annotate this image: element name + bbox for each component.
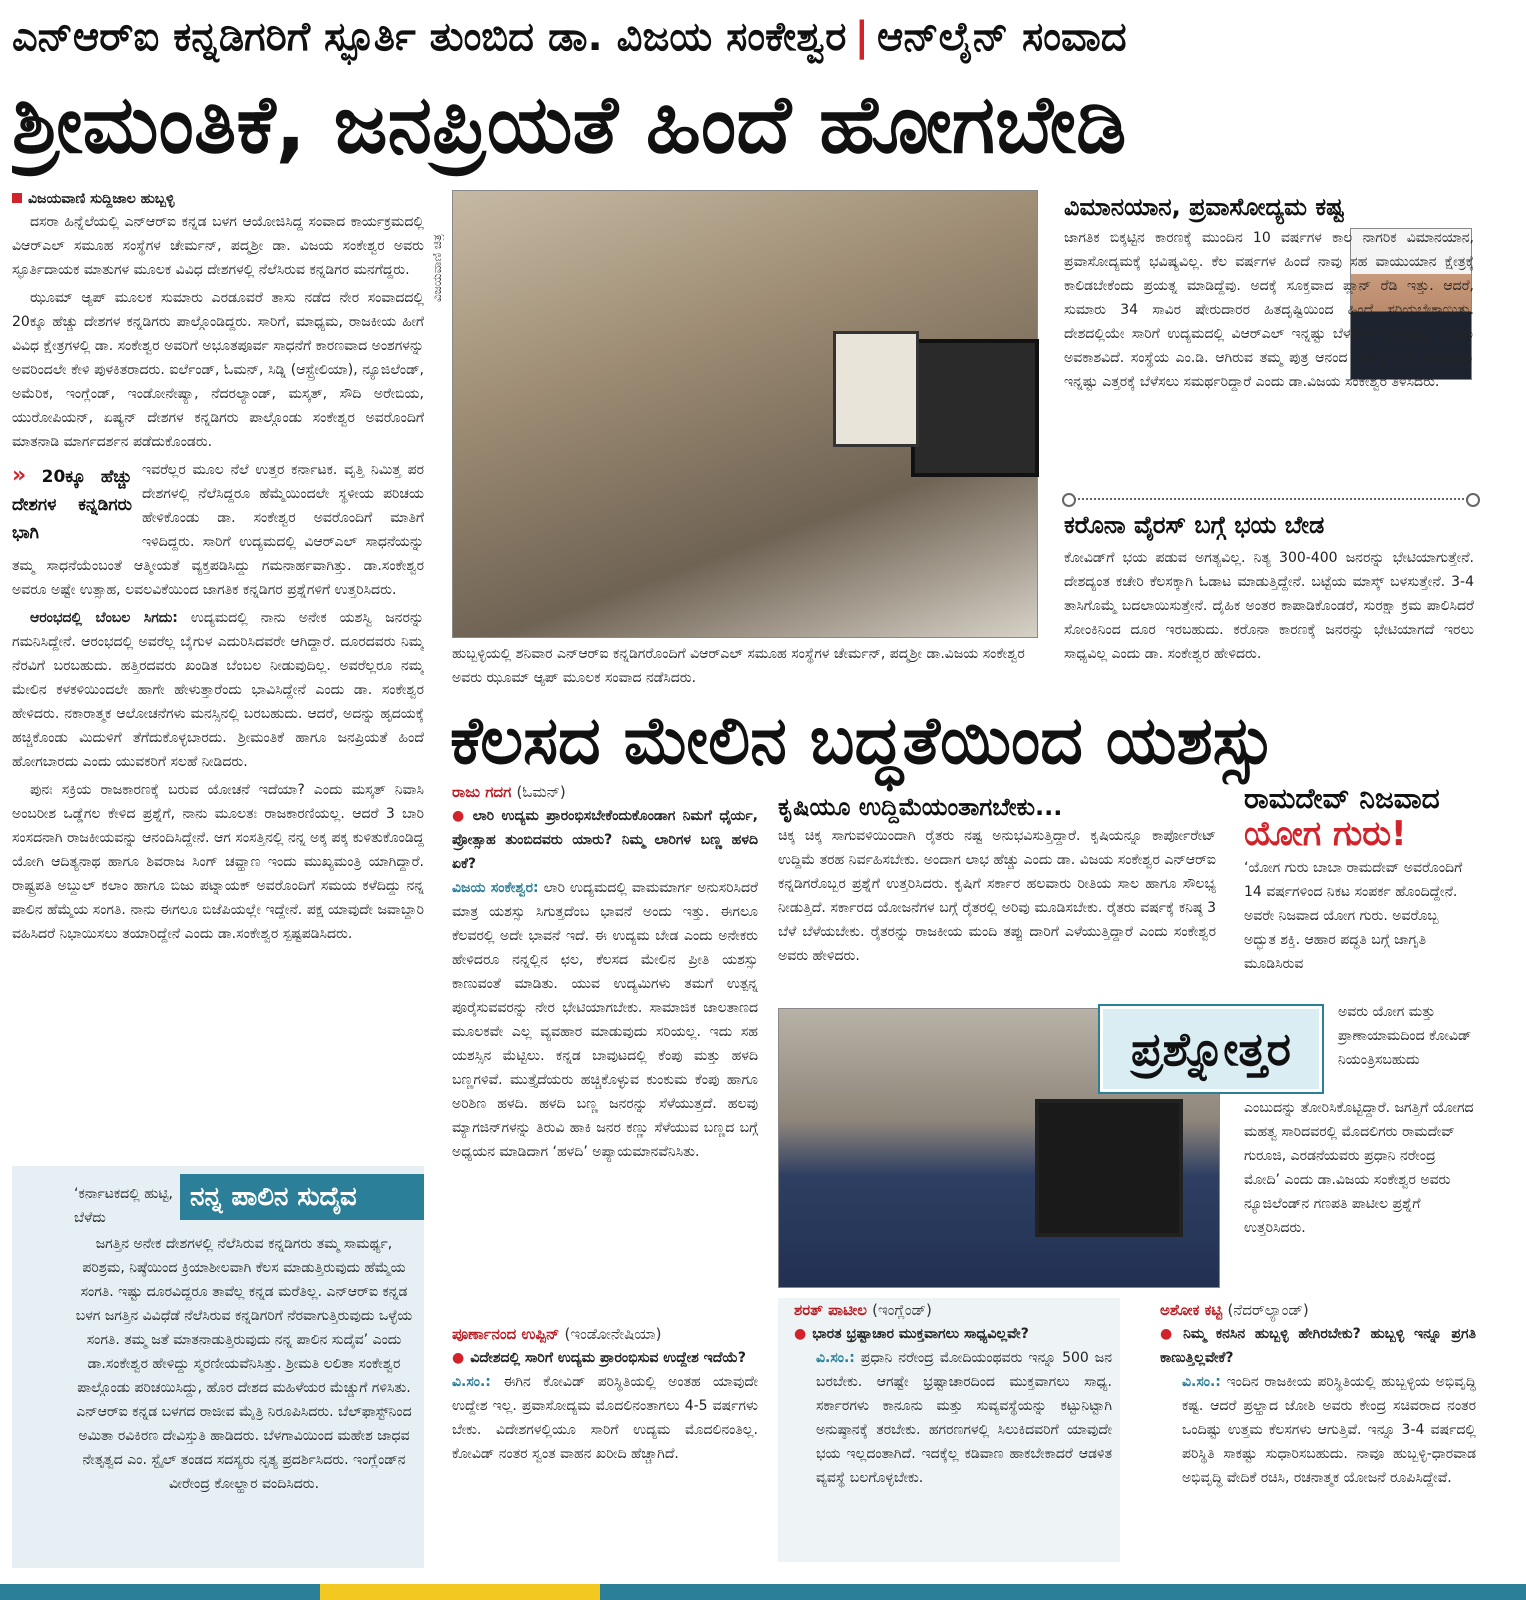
pull-quote: » 20ಕ್ಕೂ ಹೆಚ್ಚು ದೇಶಗಳ ಕನ್ನಡಿಗರು ಭಾಗಿ <box>12 463 132 543</box>
sidebox-body: ಜಗತ್ತಿನ ಅನೇಕ ದೇಶಗಳಲ್ಲಿ ನೆಲೆಸಿರುವ ಕನ್ನಡಿಗರು ತಮ್ಮ ಸಾಮರ್ಥ್ಯ, ಪರಿಶ್ರಮ, ನಿಷ್ಠೆಯಿಂದ ಕ್ರಿಯಾಶೀಲವಾಗಿ ಕೆಲಸ ಮಾಡುತ್ತಿರುವುದು ಹೆಮ್ಮೆಯ ಸಂಗತಿ. ಇಷ್ಟು ದೂರವಿದ್ದರೂ ತಾವೆಲ್ಲ ಕನ್ನಡ ಮರೆತಿಲ್ಲ. ಎನ್‌ಆರ್‌ಐ ಕನ್ನಡ ಬಳಗ ಜಗತ್ತಿನ ವಿವಿಧೆಡೆ ನೆಲೆಸಿರುವ ಕನ್ನಡಿಗರಿಗೆ ನೆರವಾಗುತ್ತಿರುವುದು ಒಳ್ಳೆಯ ಸಂಗತಿ. ತಮ್ಮ ಜತೆ ಮಾತನಾಡುತ್ತಿರುವುದು ನನ್ನ ಪಾಲಿನ ಸುದೈವ’ ಎಂದು ಡಾ.ಸಂಕೇಶ್ವರ ಹೇಳಿದ್ದು ಸ್ಮರಣೀಯವೆನಿಸಿತ್ತು. ಶ್ರೀಮತಿ ಲಲಿತಾ ಸಂಕೇಶ್ವರ ಪಾಲ್ಗೊಂಡು ಪರಿಚಯಿಸಿದ್ದು, ಹೊರ ದೇಶದ ಮಹಿಳೆಯರ ಮೆಚ್ಚುಗೆ ಗಳಿಸಿತು. ಎನ್‌ಆರ್‌ಐ ಕನ್ನಡ ಬಳಗದ ರಾಜೀವ ಮೈತ್ರಿ ನಿರೂಪಿಸಿದರು. ಬೆಲ್‌ಫಾಸ್ಟ್‌ನಿಂದ ಅಮಿತಾ ರವಿಕಿರಣ ದೇವಿಸ್ತುತಿ ಹಾಡಿದರು. ಬೆಳಗಾವಿಯಿಂದ ಮಹೇಶ ಜಾಧವ ನೇತೃತ್ವದ ಎಂ. ಸ್ಟೈಲ್ ತಂಡದ ಸದಸ್ಯರು ನೃತ್ಯ ಪ್ರದರ್ಶಿಸಿದರು. ಇಂಗ್ಲೆಂಡ್‌ನ ವೀರೇಂದ್ರ ಕೋಲ್ಹಾರ ವಂದಿಸಿದರು. <box>75 1236 413 1492</box>
sidebox-fortune <box>12 1166 424 1568</box>
yoga-body-2: ಅವರು ಯೋಗ ಮತ್ತು ಪ್ರಾಣಾಯಾಮದಿಂದ ಕೋವಿಡ್ ನಿಯಂತ್ರಿಸಬಹುದು <box>1338 1004 1472 1068</box>
byline: ವಿಜಯವಾಣಿ ಸುದ್ದಿಜಾಲ ಹುಬ್ಬಳ್ಳಿ <box>12 188 424 210</box>
qa-asker-name: ಅಶೋಕ ಕಟ್ಟಿ (ನೆದರ್‌ಲ್ಯಾಂಡ್) <box>1160 1301 1309 1319</box>
qa-ashok <box>1160 1298 1476 1562</box>
qa-answer: ವಿ.ಸಂ.: ಈಗಿನ ಕೋವಿಡ್ ಪರಿಸ್ಥಿತಿಯಲ್ಲಿ ಅಂತಹ ಯಾವುದೇ ಉದ್ದೇಶ ಇಲ್ಲ. ಪ್ರವಾಸೋದ್ಯಮ ಮೊದಲಿನಂತಾಗಲು 4-5 ವರ್ಷಗಳು ಬೇಕು. ವಿದೇಶಗಳಲ್ಲಿಯೂ ಸಾರಿಗೆ ಉದ್ಯಮ ಮೊದಲಿನಂತಿಲ್ಲ. ಕೋವಿಡ್ ನಂತರ ಸ್ವಂತ ವಾಹನ ಖರೀದಿ ಹೆಚ್ಚಾಗಿದೆ. <box>452 1374 758 1462</box>
kicker-left: ಎನ್‌ಆರ್‌ಐ ಕನ್ನಡಿಗರಿಗೆ ಸ್ಫೂರ್ತಿ ತುಂಬಿದ ಡಾ. ವಿಜಯ ಸಂಕೇಶ್ವರ <box>12 14 847 60</box>
yoga-body-3: ಎಂಬುದನ್ನು ತೋರಿಸಿಕೊಟ್ಟಿದ್ದಾರೆ. ಜಗತ್ತಿಗೆ ಯೋಗದ ಮಹತ್ವ ಸಾರಿದವರಲ್ಲಿ ಮೊದಲಿಗರು ರಾಮದೇವ್ ಗುರೂಜಿ, ಎರಡನೆಯವರು ಪ್ರಧಾನಿ ನರೇಂದ್ರ ಮೋದಿ’ ಎಂದು ಡಾ.ವಿಜಯ ಸಂಕೇಶ್ವರ ಅವರು ನ್ಯೂಜಿಲೆಂಡ್‌ನ ಗಣಪತಿ ಪಾಟೀಲ ಪ್ರಶ್ನೆಗೆ ಉತ್ತರಿಸಿದರು. <box>1244 1100 1474 1236</box>
sidebox-title: ನನ್ನ ಪಾಲಿನ ಸುದೈವ <box>180 1174 424 1220</box>
qa-question: ● ಭಾರತ ಭ್ರಷ್ಟಾಚಾರ ಮುಕ್ತವಾಗಲು ಸಾಧ್ಯವಿಲ್ಲವೇ? <box>794 1326 1029 1342</box>
aviation-body <box>1064 226 1474 490</box>
qa-question: ● ನಿಮ್ಮ ಕನಸಿನ ಹುಬ್ಬಳ್ಳಿ ಹೇಗಿರಬೇಕು? ಹುಬ್ಬಳ್ಳಿ ಇನ್ನೂ ಪ್ರಗತಿ ಕಾಣುತ್ತಿಲ್ಲವೇಕೆ? <box>1160 1326 1476 1366</box>
aviation-text: ಜಾಗತಿಕ ಬಿಕ್ಕಟ್ಟಿನ ಕಾರಣಕ್ಕೆ ಮುಂದಿನ 10 ವರ್ಷಗಳ ಕಾಲ ನಾಗರಿಕ ವಿಮಾನಯಾನ, ಪ್ರವಾಸೋದ್ಯಮಕ್ಕೆ ಭವಿಷ್ಯವಿಲ್ಲ. ಕೆಲ ವರ್ಷಗಳ ಹಿಂದೆ ನಾವು ಸಹ ವಾಯುಯಾನ ಕ್ಷೇತ್ರಕ್ಕೆ ಕಾಲಿಡಬೇಕೆಂದು ಪ್ರಯತ್ನ ಮಾಡಿದ್ದೆವು. ಅದಕ್ಕೆ ಸೂಕ್ತವಾದ ಪ್ಲಾನ್ ರೆಡಿ ಇತ್ತು. ಆದರೆ, ಸುಮಾರು 34 ಸಾವಿರ ಷೇರುದಾರರ ಹಿತದೃಷ್ಟಿಯಿಂದ ಹಿಂದೆ ಸರಿಯಬೇಕಾಯಿತು. ದೇಶದಲ್ಲಿಯೇ ಸಾರಿಗೆ ಉದ್ಯಮದಲ್ಲಿ ವಿಆರ್‌ಎಲ್ ಇನ್ನಷ್ಟು ಬೆಳವಣಿಗೆ ಹೊಂದಲು ಸಾಕಷ್ಟು ಅವಕಾಶವಿದೆ. ಸಂಸ್ಥೆಯ ಎಂ.ಡಿ. ಆಗಿರುವ ತಮ್ಮ ಪುತ್ರ ಆನಂದ ಸಂಕೇಶ್ವರ ಈ ಸಂಸ್ಥೆಯನ್ನು ಇನ್ನಷ್ಟು ಎತ್ತರಕ್ಕೆ ಬೆಳೆಸಲು ಸಮರ್ಥರಿದ್ದಾರೆ ಎಂದು ಡಾ.ವಿಜಯ ಸಂಕೇಶ್ವರ ತಿಳಿಸಿದರು. <box>1064 230 1474 390</box>
bullet-icon: ● <box>452 808 467 824</box>
qa-answer: ವಿಜಯ ಸಂಕೇಶ್ವರ: ಲಾರಿ ಉದ್ಯಮದಲ್ಲಿ ವಾಮಮಾರ್ಗ ಅನುಸರಿಸಿದರೆ ಮಾತ್ರ ಯಶಸ್ಸು ಸಿಗುತ್ತದೆಂಬ ಭಾವನೆ ಅಂದು ಇತ್ತು. ಈಗಲೂ ಕೆಲವರಲ್ಲಿ ಅದೇ ಭಾವನೆ ಇದೆ. ಈ ಉದ್ಯಮ ಬೇಡ ಎಂದು ಅನೇಕರು ಹೇಳಿದರೂ ನನ್ನಲ್ಲಿನ ಛಲ, ಕೆಲಸದ ಮೇಲಿನ ಪ್ರೀತಿ ಯಶಸ್ಸು ಕಾಣುವಂತೆ ಮಾಡಿತು. ಯುವ ಉದ್ಯಮಿಗಳು ತಮಗೆ ಉತ್ಪನ್ನ ಪೂರೈಸುವವರನ್ನು ನೇರ ಭೇಟಿಯಾಗಬೇಕು. ಸಾಮಾಜಿಕ ಜಾಲತಾಣದ ಮೂಲಕವೇ ಎಲ್ಲ ವ್ಯವಹಾರ ಮಾಡುವುದು ಸರಿಯಲ್ಲ. ಇದು ಸಹ ಯಶಸ್ಸಿನ ಮೆಟ್ಟಿಲು. ಕನ್ನಡ ಬಾವುಟದಲ್ಲಿ ಕೆಂಪು ಮತ್ತು ಹಳದಿ ಬಣ್ಣಗಳಿವೆ. ಮುತ್ತೈದೆಯರು ಹಚ್ಚಿಕೊಳ್ಳುವ ಕುಂಕುಮ ಕೆಂಪು ಹಾಗೂ ಅರಿಶಿಣ ಹಳದಿ. ಹಳದಿ ಬಣ್ಣ ಜನರನ್ನು ಸೆಳೆಯುತ್ತದೆ. ಹಲವು ಮ್ಯಾಗಜಿನ್‌ಗಳನ್ನು ತಿರುವಿ ಹಾಕಿ ಜನರ ಕಣ್ಣು ಸೆಳೆಯುವ ಬಣ್ಣದ ಬಗ್ಗೆ ಅಧ್ಯಯನ ಮಾಡಿದಾಗ ‘ಹಳದಿ’ ಅಪ್ಯಾಯಮಾನವೆನಿಸಿತು. <box>452 880 758 1160</box>
article-paragraph-4: ಆರಂಭದಲ್ಲಿ ಬೆಂಬಲ ಸಿಗದು: ಉದ್ಯಮದಲ್ಲಿ ನಾನು ಅನೇಕ ಯಶಸ್ವಿ ಜನರನ್ನು ಗಮನಿಸಿದ್ದೇನೆ. ಆರಂಭದಲ್ಲಿ ಅವರೆಲ್ಲ ಬೈಗುಳ ಎದುರಿಸಿದವರೇ ಆಗಿದ್ದಾರೆ. ದೂರದವರು ನಿಮ್ಮ ನೆರವಿಗೆ ಬರಬಹುದು. ಹತ್ತಿರದವರು ಖಂಡಿತ ಬೆಂಬಲ ನೀಡುವುದಿಲ್ಲ. ಅವರೆಲ್ಲರೂ ನಮ್ಮ ಮೇಲಿನ ಕಳಕಳಿಯಿಂದಲೇ ಹಾಗೇ ಹೇಳುತ್ತಾರೆಂದು ಭಾವಿಸಿದ್ದೇನೆ ಎಂದು ಡಾ. ಸಂಕೇಶ್ವರ ಹೇಳಿದರು. ನಕಾರಾತ್ಮಕ ಆಲೋಚನೆಗಳು ಮನಸ್ಸಿನಲ್ಲಿ ಬರಬಹುದು. ಆದರೆ, ಅದನ್ನು ಹೃದಯಕ್ಕೆ ಹಚ್ಚಿಕೊಂಡು ಮಿದುಳಿಗೆ ತೆಗೆದುಕೊಳ್ಳಬಾರದು. ಶ್ರೀಮಂತಿಕೆ ಹಾಗೂ ಜನಪ್ರಿಯತೆ ಹಿಂದೆ ಹೋಗಬಾರದು ಎಂದು ಯುವಕರಿಗೆ ಸಲಹೆ ನೀಡಿದರು. <box>12 610 424 770</box>
monitor-screen <box>1035 1099 1183 1237</box>
qa-answer: ವಿ.ಸಂ.: ಪ್ರಧಾನಿ ನರೇಂದ್ರ ಮೋದಿಯಂಥವರು ಇನ್ನೂ 500 ಜನ ಬರಬೇಕು. ಆಗಷ್ಟೇ ಭ್ರಷ್ಟಾಚಾರದಿಂದ ಮುಕ್ತವಾಗಲು ಸಾಧ್ಯ. ಸರ್ಕಾರಗಳು ಕಾನೂನು ಮತ್ತು ಸುವ್ಯವಸ್ಥೆಯನ್ನು ಕಟ್ಟುನಿಟ್ಟಾಗಿ ಅನುಷ್ಠಾನಕ್ಕೆ ತರಬೇಕು. ಹಗರಣಗಳಲ್ಲಿ ಸಿಲುಕಿದವರಿಗೆ ಯಾವುದೇ ಭಯ ಇಲ್ಲದಂತಾಗಿದೆ. ಇದಕ್ಕೆಲ್ಲ ಕಡಿವಾಣ ಹಾಕಬೇಕಾದರೆ ಆಡಳಿತ ವ್ಯವಸ್ಥೆ ಬಲಗೊಳ್ಳಬೇಕು. <box>816 1350 1112 1486</box>
divider-dot-left-icon <box>1062 493 1076 507</box>
qa-raju <box>452 780 758 1314</box>
main-photo <box>452 190 1038 638</box>
corona-body: ಕೋವಿಡ್‌ಗೆ ಭಯ ಪಡುವ ಅಗತ್ಯವಿಲ್ಲ. ನಿತ್ಯ 300-400 ಜನರನ್ನು ಭೇಟಿಯಾಗುತ್ತೇನೆ. ದೇಶದ್ಯಂತ ಕಚೇರಿ ಕೆಲಸಕ್ಕಾಗಿ ಓಡಾಟ ಮಾಡುತ್ತಿದ್ದೇನೆ. ಬಟ್ಟೆಯ ಮಾಸ್ಕ್ ಬಳಸುತ್ತೇನೆ. 3-4 ತಾಸಿಗೊಮ್ಮೆ ಬದಲಾಯಿಸುತ್ತೇನೆ. ದೈಹಿಕ ಅಂತರ ಕಾಪಾಡಿಕೊಂಡರೆ, ಸುರಕ್ಷಾ ಕ್ರಮ ಪಾಲಿಸಿದರೆ ಸೋಂಕಿನಿಂದ ದೂರ ಇರಬಹುದು. ಕರೊನಾ ಕಾರಣಕ್ಕೆ ಜನರನ್ನು ಭೇಟಿಯಾಗದೆ ಇರಲು ಸಾಧ್ಯವಿಲ್ಲ ಎಂದು ಡಾ. ಸಂಕೇಶ್ವರ ಹೇಳಿದರು. <box>1064 550 1474 662</box>
article-paragraph-3: ಇವರೆಲ್ಲರ ಮೂಲ ನೆಲೆ ಉತ್ತರ ಕರ್ನಾಟಕ. ವೃತ್ತಿ ನಿಮಿತ್ತ ಪರ ದೇಶಗಳಲ್ಲಿ ನೆಲೆಸಿದ್ದರೂ ಹೆಮ್ಮೆಯಿಂದಲೇ ಸ್ಥಳೀಯ ಪರಿಚಯ ಹೇಳಿಕೊಂಡು ಡಾ. ಸಂಕೇಶ್ವರ ಅವರೊಂದಿಗೆ ಮಾತಿಗೆ ಇಳಿದಿದ್ದರು. ಸಾರಿಗೆ ಉದ್ಯಮದಲ್ಲಿ ವಿಆರ್‌ಎಲ್ ಸಾಧನೆಯನ್ನು ತಮ್ಮ ಸಾಧನೆಯೆಂಬಂತೆ ಆತ್ಮೀಯತೆ ವ್ಯಕ್ತಪಡಿಸಿದ್ದು ಗಮನಾರ್ಹವಾಗಿತ್ತು. ಡಾ.ಸಂಕೇಶ್ವರ ಅವರೂ ಅಷ್ಟೇ ಉತ್ಸಾಹ, ಲವಲವಿಕೆಯಿಂದ ಜಾಗತಿಕ ಕನ್ನಡಿಗರ ಪ್ರಶ್ನೆಗಳಿಗೆ ಉತ್ತರಿಸಿದರು. <box>12 462 424 598</box>
qa-asker-name: ಶರತ್ ಪಾಟೀಲ (ಇಂಗ್ಲೆಂಡ್) <box>794 1301 932 1319</box>
bullet-icon: ● <box>452 1350 465 1366</box>
kicker-line <box>12 6 1512 68</box>
bottom-accent <box>320 1584 600 1600</box>
bullet-icon: ● <box>1160 1326 1178 1342</box>
article-paragraph-5: ಪುನಃ ಸಕ್ರಿಯ ರಾಜಕಾರಣಕ್ಕೆ ಬರುವ ಯೋಚನೆ ಇದೆಯಾ? ಎಂದು ಮಸ್ಕತ್ ನಿವಾಸಿ ಅಂಬರೀಶ ಒಡ್ಡೆಗಲ ಕೇಳಿದ ಪ್ರಶ್ನೆಗೆ, ನಾನು ಮೂಲತಃ ರಾಜಕಾರಣಿಯಲ್ಲ. ಆದರೆ 3 ಬಾರಿ ಸಂಸದನಾಗಿ ರಾಜಕೀಯವನ್ನು ಆನಂದಿಸಿದ್ದೇನೆ. ಆಗ ಸಂಸತ್ತಿನಲ್ಲಿ ನನ್ನ ಅಕ್ಕ ಪಕ್ಕ ಕುಳಿತುಕೊಂಡಿದ್ದ ಯೋಗಿ ಆದಿತ್ಯನಾಥ ಹಾಗೂ ಶಿವರಾಜ ಸಿಂಗ್ ಚವ್ಹಾಣ ಇಂದು ಮುಖ್ಯಮಂತ್ರಿ ಯಾಗಿದ್ದಾರೆ. ರಾಷ್ಟ್ರಪತಿ ಅಬ್ದುಲ್ ಕಲಾಂ ಹಾಗೂ ಬಿಜು ಪಟ್ನಾಯಕ್ ಅವರೊಂದಿಗೆ ಸಮಯ ಕಳೆದಿದ್ದು ನನ್ನ ಪಾಲಿನ ಹೆಮ್ಮೆಯ ಸಂಗತಿ. ನಾನು ಈಗಲೂ ಬಿಜೆಪಿಯಲ್ಲೇ ಇದ್ದೇನೆ. ಪಕ್ಷ ಯಾವುದೇ ಜವಾಬ್ದಾರಿ ವಹಿಸಿದರೆ ನಿಭಾಯಿಸಲು ತಯಾರಿದ್ದೇನೆ ಎಂದು ಡಾ.ಸಂಕೇಶ್ವರ ಸ್ಪಷ್ಟಪಡಿಸಿದರು. <box>12 782 424 942</box>
bullet-icon: ● <box>794 1326 807 1342</box>
main-headline: ಶ್ರೀಮಂತಿಕೆ, ಜನಪ್ರಿಯತೆ ಹಿಂದೆ ಹೋಗಬೇಡಿ <box>12 78 1127 171</box>
yoga-title-red: ಯೋಗ ಗುರು! <box>1244 814 1407 854</box>
kicker-separator: | <box>854 14 870 60</box>
monitor-screen <box>911 339 1039 477</box>
qa-question: ● ಲಾರಿ ಉದ್ಯಮ ಪ್ರಾರಂಭಿಸಬೇಕೆಂದುಕೊಂಡಾಗ ನಿಮಗೆ ಧೈರ್ಯ, ಪ್ರೋತ್ಸಾಹ ತುಂಬಿದವರು ಯಾರು? ನಿಮ್ಮ ಲಾರಿಗಳ ಬಣ್ಣ ಹಳದಿ ಏಕೆ? <box>452 808 758 872</box>
kicker-right: ಆನ್‌ಲೈನ್ ಸಂವಾದ <box>877 14 1127 60</box>
section-headline: ಕೆಲಸದ ಮೇಲಿನ ಬದ್ಧತೆಯಿಂದ ಯಶಸ್ಸು <box>450 702 1276 779</box>
corona-heading: ಕರೊನಾ ವೈರಸ್ ಬಗ್ಗೆ ಭಯ ಬೇಡ <box>1064 511 1325 539</box>
quote-arrow-icon: » <box>12 463 27 488</box>
byline-marker-icon <box>12 193 22 203</box>
qa-question: ● ವಿದೇಶದಲ್ಲಿ ಸಾರಿಗೆ ಉದ್ಯಮ ಪ್ರಾರಂಭಿಸುವ ಉದ್ದೇಶ ಇದೆಯೆ? <box>452 1350 747 1366</box>
agri-heading: ಕೃಷಿಯೂ ಉದ್ದಿಮೆಯಂತಾಗಬೇಕು... <box>778 793 1063 821</box>
yoga-body-1: ‘ಯೋಗ ಗುರು ಬಾಬಾ ರಾಮದೇವ್ ಅವರೊಂದಿಗೆ 14 ವರ್ಷಗಳಿಂದ ನಿಕಟ ಸಂಪರ್ಕ ಹೊಂದಿದ್ದೇನೆ. ಅವರೇ ನಿಜವಾದ ಯೋಗ ಗುರು. ಅವರೊಬ್ಬ ಅದ್ಭುತ ಶಕ್ತಿ. ಆಹಾರ ಪದ್ಧತಿ ಬಗ್ಗೆ ಜಾಗೃತಿ ಮೂಡಿಸಿರುವ <box>1244 860 1463 972</box>
qa-poornananda <box>452 1322 758 1562</box>
divider-dot-right-icon <box>1466 493 1480 507</box>
article-paragraph-1: ದಸರಾ ಹಿನ್ನೆಲೆಯಲ್ಲಿ ಎನ್‌ಆರ್‌ಐ ಕನ್ನಡ ಬಳಗ ಆಯೋಜಿಸಿದ್ದ ಸಂವಾದ ಕಾರ್ಯಕ್ರಮದಲ್ಲಿ ವಿಆರ್‌ಎಲ್ ಸಮೂಹ ಸಂಸ್ಥೆಗಳ ಚೇರ್ಮನ್, ಪದ್ಮಶ್ರೀ ಡಾ. ವಿಜಯ ಸಂಕೇಶ್ವರ ಅವರು ಸ್ಫೂರ್ತಿದಾಯಕ ಮಾತುಗಳ ಮೂಲಕ ವಿವಿಧ ದೇಶಗಳಲ್ಲಿ ನೆಲೆಸಿರುವ ಕನ್ನಡಿಗರ ಮನಗೆದ್ದರು. <box>12 214 424 278</box>
bottom-color-bar <box>0 1584 1526 1600</box>
main-photo-caption: ಹುಬ್ಬಳ್ಳಿಯಲ್ಲಿ ಶನಿವಾರ ಎನ್‌ಆರ್‌ಐ ಕನ್ನಡಿಗರೊಂದಿಗೆ ವಿಆರ್‌ಎಲ್ ಸಮೂಹ ಸಂಸ್ಥೆಗಳ ಚೇರ್ಮನ್, ಪದ್ಮಶ್ರೀ ಡಾ.ವಿಜಯ ಸಂಕೇಶ್ವರ ಅವರು ಝೂಮ್ ಆ್ಯಪ್ ಮೂಲಕ ಸಂವಾದ ನಡೆಸಿದರು. <box>452 646 1025 686</box>
qa-answer: ವಿ.ಸಂ.: ಇಂದಿನ ರಾಜಕೀಯ ಪರಿಸ್ಥಿತಿಯಲ್ಲಿ ಹುಬ್ಬಳ್ಳಿಯ ಅಭಿವೃದ್ಧಿ ಕಷ್ಟ. ಆದರೆ ಪ್ರಲ್ಹಾದ ಜೋಶಿ ಅವರು ಕೇಂದ್ರ ಸಚಿವರಾದ ನಂತರ ಒಂದಿಷ್ಟು ಉತ್ತಮ ಕೆಲಸಗಳು ಆಗುತ್ತಿವೆ. ಇನ್ನೂ 3-4 ವರ್ಷದಲ್ಲಿ ಪರಿಸ್ಥಿತಿ ಸಾಕಷ್ಟು ಸುಧಾರಿಸಬಹುದು. ನಾವೂ ಹುಬ್ಬಳ್ಳಿ-ಧಾರವಾಡ ಅಭಿವೃದ್ಧಿ ವೇದಿಕೆ ರಚಿಸಿ, ರಚನಾತ್ಮಕ ಯೋಜನೆ ರೂಪಿಸಿದ್ದೇವೆ. <box>1182 1374 1476 1486</box>
qa-asker-name: ರಾಜು ಗದಗ (ಓಮನ್) <box>452 783 566 801</box>
section-divider <box>1066 498 1476 500</box>
article-paragraph-2: ಝೂಮ್ ಆ್ಯಪ್ ಮೂಲಕ ಸುಮಾರು ಎರಡೂವರೆ ತಾಸು ನಡೆದ ನೇರ ಸಂವಾದದಲ್ಲಿ 20ಕ್ಕೂ ಹೆಚ್ಚು ದೇಶಗಳ ಕನ್ನಡಿಗರು ಪಾಲ್ಗೊಂಡಿದ್ದರು. ಸಾರಿಗೆ, ಮಾಧ್ಯಮ, ರಾಜಕೀಯ ಹೀಗೆ ವಿವಿಧ ಕ್ಷೇತ್ರಗಳಲ್ಲಿ ಡಾ. ಸಂಕೇಶ್ವರ ಅವರಿಗೆ ಅಭೂತಪೂರ್ವ ಸಾಧನೆಗೆ ಕಾರಣವಾದ ಅಂಶಗಳನ್ನು ಅವರಿಂದಲೇ ಕೇಳಿ ಪುಳಕಿತರಾದರು. ಐರ್ಲೆಂಡ್, ಓಮನ್, ಸಿಡ್ನಿ (ಆಸ್ಟ್ರೇಲಿಯಾ), ನ್ಯೂಜಿಲೆಂಡ್, ಅಮೆರಿಕ, ಇಂಗ್ಲೆಂಡ್, ಇಂಡೋನೇಷ್ಯಾ, ನೆದರಲ್ಯಾಂಡ್, ಮಸ್ಕತ್, ಸೌದಿ ಅರೇಬಿಯ, ಯುರೋಪಿಯನ್, ಏಷ್ಯನ್ ದೇಶಗಳ ಕನ್ನಡಿಗರು ಪಾಲ್ಗೊಂಡು ಸಂಕೇಶ್ವರ ಅವರೊಂದಿಗೆ ಮಾತನಾಡಿ ಮಾರ್ಗದರ್ಶನ ಪಡೆದುಕೊಂಡರು. <box>12 290 424 450</box>
agri-body: ಚಿಕ್ಕ ಚಿಕ್ಕ ಸಾಗುವಳಿಯಿಂದಾಗಿ ರೈತರು ನಷ್ಟ ಅನುಭವಿಸುತ್ತಿದ್ದಾರೆ. ಕೃಷಿಯನ್ನೂ ಕಾರ್ಪೋರೇಟ್ ಉದ್ದಿಮೆ ತರಹ ನಿರ್ವಹಿಸಬೇಕು. ಅಂದಾಗ ಲಾಭ ಹೆಚ್ಚು ಎಂದು ಡಾ. ವಿಜಯ ಸಂಕೇಶ್ವರ ಎನ್‌ಆರ್‌ಐ ಕನ್ನಡಿಗರೊಬ್ಬರ ಪ್ರಶ್ನೆಗೆ ಉತ್ತರಿಸಿದರು. ಕೃಷಿಗೆ ಸರ್ಕಾರ ಹಲವಾರು ರೀತಿಯ ಸಾಲ ಹಾಗೂ ಸೌಲಭ್ಯ ನೀಡುತ್ತಿದೆ. ಸರ್ಕಾರದ ಯೋಜನೆಗಳ ಬಗ್ಗೆ ರೈತರಲ್ಲಿ ಅರಿವು ಮೂಡಿಸಬೇಕು. ರೈತರು ವರ್ಷಕ್ಕೆ ಕನಿಷ್ಠ 3 ಬೆಳೆ ಬೆಳೆಯಬೇಕು. ರೈತರನ್ನು ರಾಜಕೀಯ ಮಂದಿ ತಪ್ಪು ದಾರಿಗೆ ಎಳೆಯುತ್ತಿದ್ದಾರೆ ಎಂದು ಸಂಕೇಶ್ವರ ಅವರು ಹೇಳಿದರು. <box>778 828 1216 964</box>
subhead-initial-support: ಆರಂಭದಲ್ಲಿ ಬೆಂಬಲ ಸಿಗದು: <box>30 610 178 626</box>
photo-credit: ವಿಜಯವಾಣಿ ಚಿತ್ರ <box>430 234 444 302</box>
yoga-title: ರಾಮದೇವ್ ನಿಜವಾದ <box>1244 782 1440 815</box>
qa-sharath <box>778 1298 1120 1562</box>
qa-asker-name: ಪೂರ್ಣಾನಂದ ಉಪ್ಪಿನ್ (ಇಂಡೋನೇಷಿಯಾ) <box>452 1325 662 1343</box>
qa-badge: ಪ್ರಶ್ನೋತ್ತರ <box>1100 1006 1322 1092</box>
aviation-heading: ವಿಮಾನಯಾನ, ಪ್ರವಾಸೋದ್ಯಮ ಕಷ್ಟ <box>1064 193 1345 221</box>
left-article-column <box>12 188 424 1158</box>
sidebox-intro: ‘ಕರ್ನಾಟಕದಲ್ಲಿ ಹುಟ್ಟಿ, ಬೆಳೆದು <box>74 1186 174 1226</box>
photo-frame <box>833 331 919 447</box>
